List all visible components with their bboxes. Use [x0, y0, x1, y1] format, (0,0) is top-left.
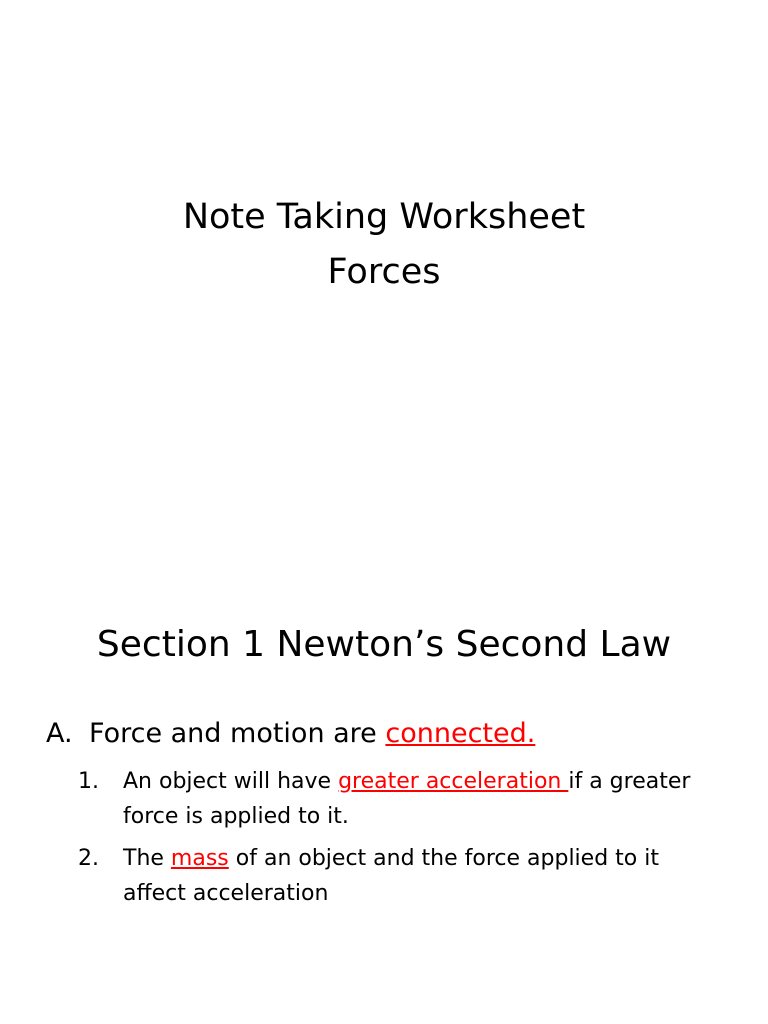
- sub-point-1-text-after: if a greater force is applied to it.: [123, 769, 691, 829]
- sub-point-2-number: 2.: [78, 846, 99, 871]
- title-line-2: Forces: [327, 252, 441, 292]
- sub-point-1-number: 1.: [78, 769, 99, 794]
- sub-point-2-answer: mass: [170, 846, 229, 871]
- point-a: [46, 716, 746, 752]
- sub-point-list: [78, 764, 728, 918]
- worksheet-title: [0, 190, 768, 300]
- sub-point-2-text-before: The: [123, 846, 171, 871]
- point-a-answer: connected.: [385, 718, 536, 749]
- sub-point-1-answer: greater acceleration: [338, 769, 569, 794]
- title-line-1: Note Taking Worksheet: [182, 197, 586, 237]
- sub-point-1-text-before: An object will have: [123, 769, 339, 794]
- sub-point-2: [78, 841, 728, 911]
- point-a-marker: A.: [46, 718, 73, 749]
- sub-point-2-text-after: of an object and the force applied to it affect acceleration: [123, 846, 659, 906]
- section-heading: Section 1 Newton’s Second Law: [96, 624, 672, 665]
- content-slide: [0, 576, 768, 1024]
- sub-point-1: [78, 764, 728, 834]
- point-a-text: Force and motion are: [89, 718, 386, 749]
